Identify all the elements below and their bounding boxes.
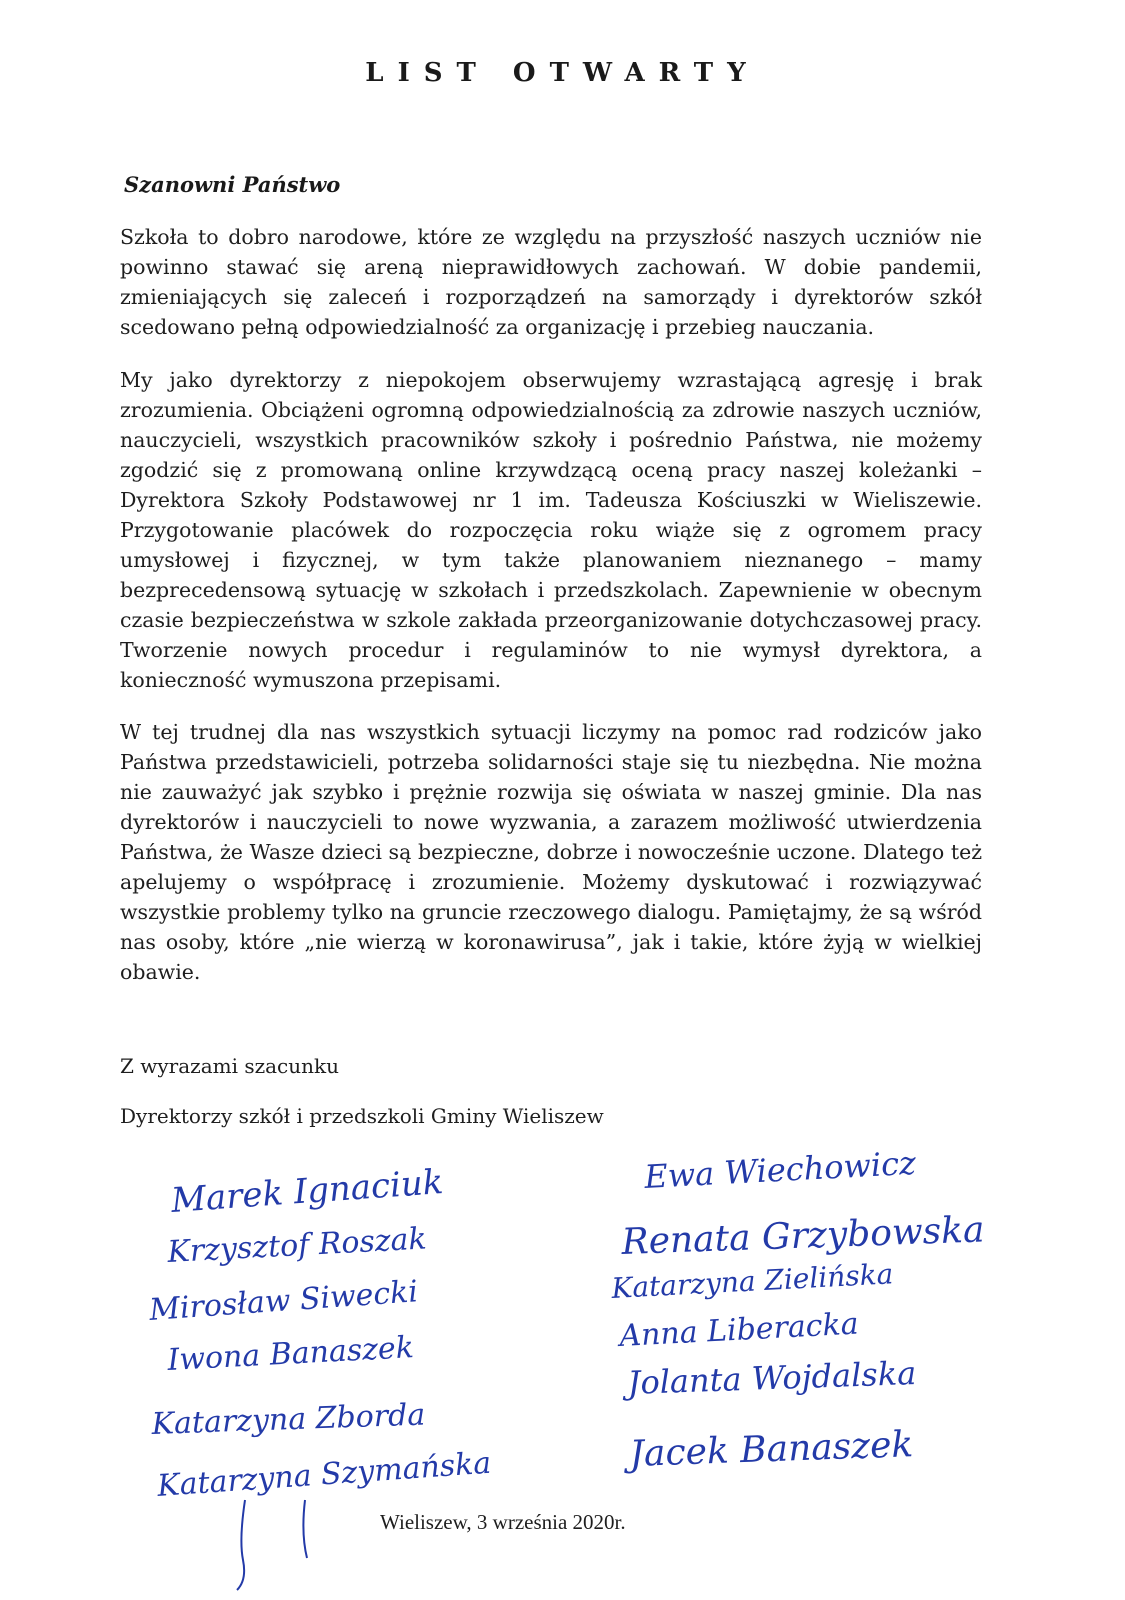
signature-left-1: Marek Ignaciuk <box>169 1162 445 1221</box>
place-and-date: Wieliszew, 3 września 2020r. <box>380 1510 626 1534</box>
salutation: Szanowni Państwo <box>124 172 341 197</box>
signature-right-6: Jacek Banaszek <box>628 1424 914 1475</box>
signature-right-1: Ewa Wiechowicz <box>643 1143 917 1196</box>
signatory-line: Dyrektorzy szkół i przedszkoli Gminy Wieliszew <box>120 1104 604 1128</box>
signature-left-2: Krzysztof Roszak <box>166 1221 428 1270</box>
signatures-right <box>610 1144 985 1475</box>
signature-right-5: Jolanta Wojdalska <box>626 1353 917 1402</box>
closing-phrase: Z wyrazami szacunku <box>120 1054 340 1078</box>
paragraph-3: W tej trudnej dla nas wszystkich sytuacji liczymy na pomoc rad rodziców jako Państwa przedstawicieli, potrzeba solidarności staje się tu niezbędna. Nie można nie zauważyć jak szybko i prężnie rozwija się oświata w naszej gminie. Dla nas dyrektorów i nauczycieli to nowe wyzwania, a zarazem możliwość utwierdzenia Państwa, że Wasze dzieci są bezpieczne, dobrze i nowocześnie uczone. Dlatego też apelujemy o współpracę i zrozumienie. Możemy dyskutować i rozwiązywać wszystkie problemy tylko na gruncie rzeczowego dialogu. Pamiętajmy, że są wśród nas osoby, które „nie wierzą w koronawirusa”, jak i takie, które żyją w wielkiej obawie. <box>120 720 982 984</box>
signature-left-3: Mirosław Siwecki <box>148 1274 419 1328</box>
paragraph-1: Szkoła to dobro narodowe, które ze względu na przyszłość naszych uczniów nie powinno stawać się areną nieprawidłowych zachowań. W dobie pandemii, zmieniających się zaleceń i rozporządzeń na samorządy i dyrektorów szkół scedowano pełną odpowiedzialność za organizację i przebieg nauczania. <box>120 225 982 339</box>
signature-left-4: Iwona Banaszek <box>166 1330 415 1378</box>
signature-right-4: Anna Liberacka <box>618 1306 860 1354</box>
signature-left-5: Katarzyna Zborda <box>151 1397 426 1442</box>
paragraph-2: My jako dyrektorzy z niepokojem obserwujemy wzrastającą agresję i brak zrozumienia. Obciążeni ogromną odpowiedzialnością za zdrowie naszych uczniów, nauczycieli, wszystkich pracowników szkoły i pośrednio Państwa, nie możemy zgodzić się z promowaną online krzywdzącą oceną pracy naszej koleżanki – Dyrektora Szkoły Podstawowej nr 1 im. Tadeusza Kościuszki w Wieliszewie. Przygotowanie placówek do rozpoczęcia roku wiąże się z ogromem pracy umysłowej i fizycznej, w tym także planowaniem nieznanego – mamy bezprecedensową sytuację w szkołach i przedszkolach. Zapewnienie w obecnym czasie bezpieczeństwa w szkole zakłada przeorganizowanie dotychczasowej pracy. Tworzenie nowych procedur i regulaminów to nie wymysł dyrektora, a konieczność wymuszona przepisami. <box>120 368 982 692</box>
signature-right-3: Katarzyna Zielińska <box>610 1257 895 1305</box>
document-title: LIST OTWARTY <box>365 58 760 88</box>
signature-left-6: Katarzyna Szymańska <box>156 1445 493 1504</box>
signature-right-2: Renata Grzybowska <box>620 1209 986 1263</box>
